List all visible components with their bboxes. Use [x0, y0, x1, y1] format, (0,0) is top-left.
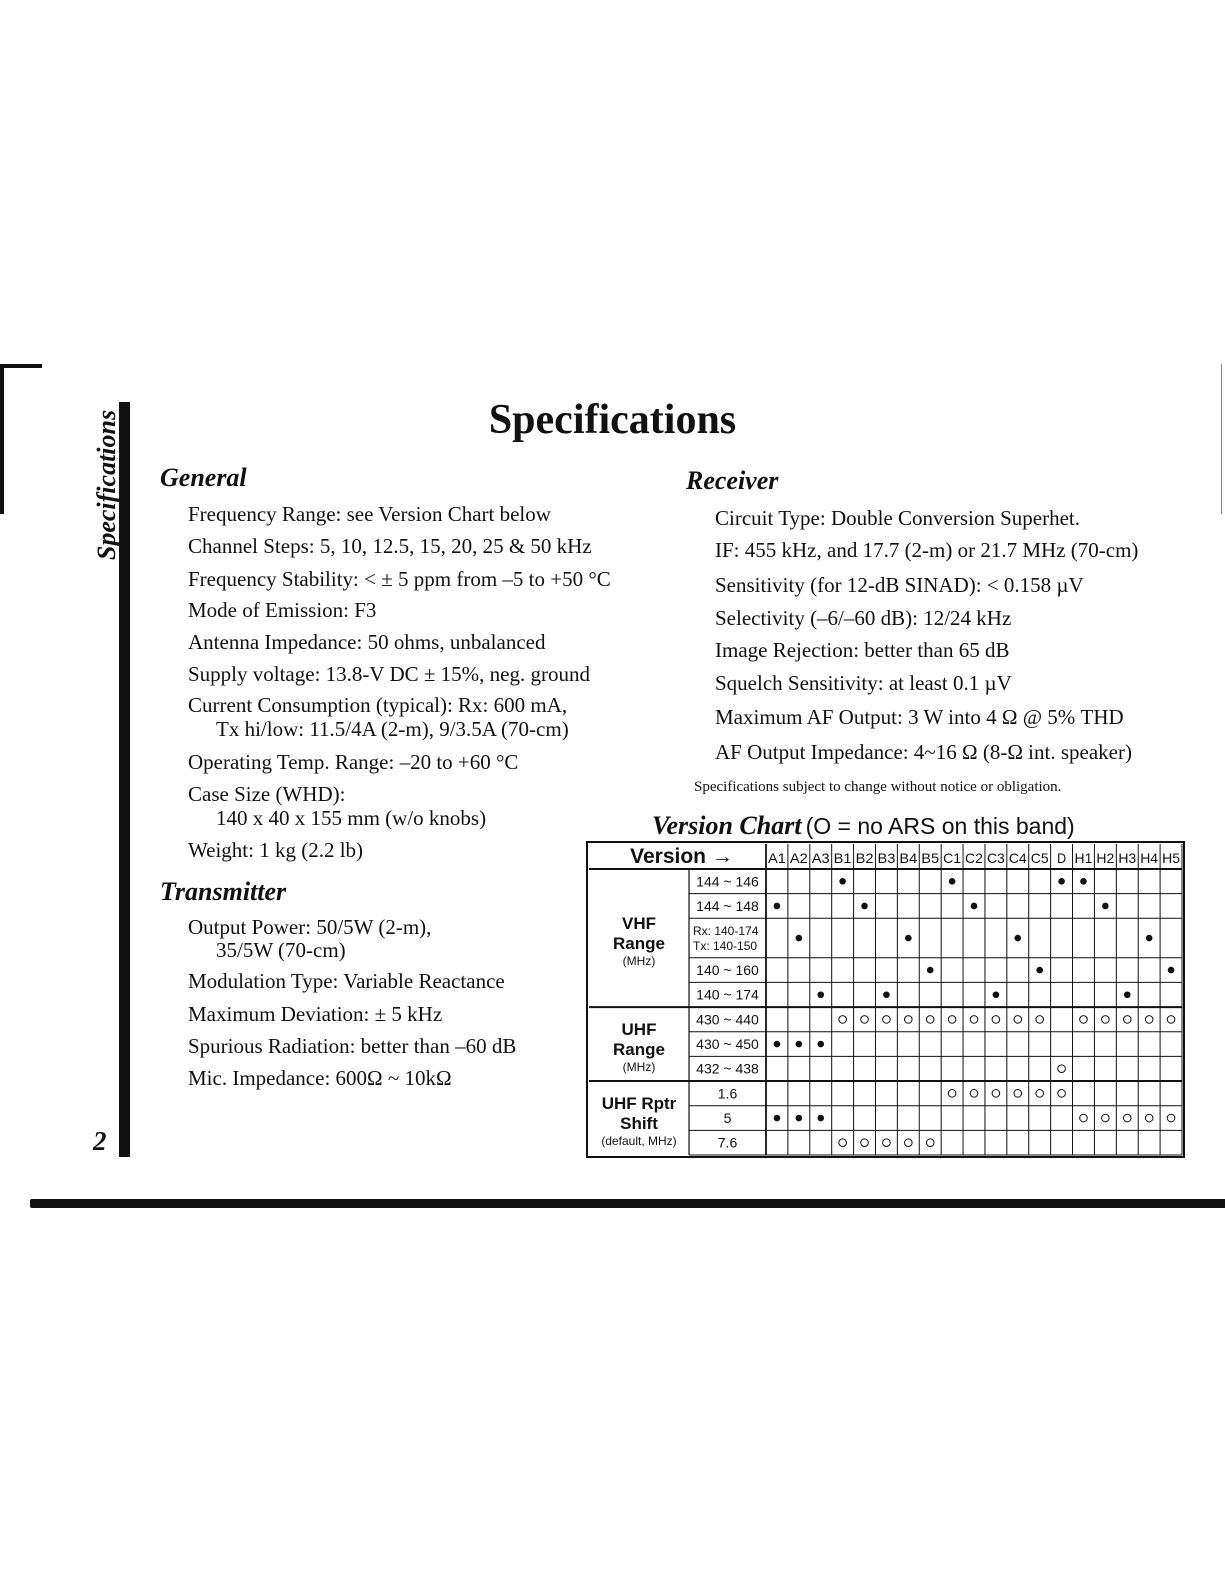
version-column-header: B5: [921, 850, 940, 866]
group-unit-label: (MHz): [622, 954, 656, 969]
version-header-label: Version →: [630, 845, 733, 868]
general-item: Antenna Impedance: 50 ohms, unbalanced: [188, 630, 546, 654]
transmitter-item: Modulation Type: Variable Reactance: [188, 969, 505, 993]
ars-dot-mark: [1124, 991, 1131, 998]
general-item: Case Size (WHD):: [188, 782, 346, 806]
transmitter-item: Maximum Deviation: ± 5 kHz: [188, 1002, 443, 1026]
general-item: Current Consumption (typical): Rx: 600 mA,: [188, 693, 568, 717]
row-label: 1.6: [717, 1085, 738, 1102]
ars-dot-mark: [796, 1115, 803, 1122]
no-ars-circle-mark: [883, 1016, 891, 1024]
ars-dot-mark: [1102, 903, 1109, 910]
ars-dot-mark: [774, 1041, 781, 1048]
no-ars-circle-mark: [1145, 1016, 1153, 1024]
transmitter-heading: Transmitter: [160, 877, 287, 906]
ars-dot-mark: [774, 903, 781, 910]
no-ars-circle-mark: [926, 1016, 934, 1024]
ars-dot-mark: [883, 991, 890, 998]
no-ars-circle-mark: [970, 1016, 978, 1024]
receiver-item: Squelch Sensitivity: at least 0.1 µV: [715, 671, 1012, 695]
general-heading: General: [160, 463, 247, 492]
general-item: Frequency Stability: < ± 5 ppm from –5 to +50 °C: [188, 567, 611, 591]
no-ars-circle-mark: [1167, 1016, 1175, 1024]
group-label: Range: [613, 1040, 665, 1060]
no-ars-circle-mark: [839, 1139, 847, 1147]
row-label: 7.6: [717, 1134, 738, 1151]
corner-crop-mark-horizontal: [0, 364, 42, 368]
no-ars-circle-mark: [1014, 1090, 1022, 1098]
group-label: UHF: [621, 1020, 657, 1040]
version-column-header: C2: [965, 850, 984, 866]
group-label: UHF Rptr: [601, 1094, 677, 1114]
group-unit-label: (default, MHz): [601, 1134, 677, 1149]
no-ars-circle-mark: [926, 1139, 934, 1147]
no-ars-circle-mark: [861, 1016, 869, 1024]
no-ars-circle-mark: [948, 1016, 956, 1024]
version-column-header: C1: [943, 850, 962, 866]
version-column-header: H1: [1074, 850, 1093, 866]
ars-dot-mark: [927, 967, 934, 974]
row-label: 140 ~ 160: [696, 962, 759, 979]
group-label: Range: [613, 934, 665, 954]
no-ars-circle-mark: [1036, 1090, 1044, 1098]
receiver-heading: Receiver: [686, 466, 779, 495]
version-column-header: H2: [1096, 850, 1115, 866]
general-item: Mode of Emission: F3: [188, 598, 377, 622]
version-column-header: B4: [899, 850, 918, 866]
ars-dot-mark: [817, 1115, 824, 1122]
ars-dot-mark: [949, 878, 956, 885]
version-column-header: A3: [811, 850, 830, 866]
row-label: Rx: 140-174: [693, 924, 759, 939]
ars-dot-mark: [971, 903, 978, 910]
row-label: 430 ~ 450: [696, 1036, 759, 1053]
transmitter-item: Output Power: 50/5W (2-m),: [188, 915, 432, 939]
row-label: 144 ~ 146: [696, 873, 759, 890]
group-label: Shift: [620, 1114, 658, 1134]
ars-dot-mark: [817, 991, 824, 998]
no-ars-circle-mark: [883, 1139, 891, 1147]
ars-dot-mark: [796, 935, 803, 942]
no-ars-circle-mark: [861, 1139, 869, 1147]
version-chart-legend-note: (O = no ARS on this band): [805, 813, 1075, 839]
row-label: 144 ~ 148: [696, 897, 759, 914]
no-ars-circle-mark: [1145, 1114, 1153, 1122]
general-item: Channel Steps: 5, 10, 12.5, 15, 20, 25 & 50 kHz: [188, 534, 592, 558]
ars-dot-mark: [796, 1041, 803, 1048]
version-column-header: H5: [1162, 850, 1181, 866]
receiver-item: Image Rejection: better than 65 dB: [715, 638, 1010, 662]
general-item: Tx hi/low: 11.5/4A (2-m), 9/3.5A (70-cm): [216, 717, 569, 741]
general-item: Weight: 1 kg (2.2 lb): [188, 838, 364, 862]
no-ars-circle-mark: [905, 1016, 913, 1024]
page-number: 2: [93, 1126, 107, 1156]
receiver-item: Maximum AF Output: 3 W into 4 Ω @ 5% THD: [715, 705, 1124, 729]
no-ars-circle-mark: [1123, 1016, 1131, 1024]
ars-dot-mark: [993, 991, 1000, 998]
general-item: Frequency Range: see Version Chart below: [188, 502, 551, 526]
receiver-item: Circuit Type: Double Conversion Superhet.: [715, 506, 1081, 530]
version-column-header: A2: [789, 850, 809, 866]
page-title: Specifications: [488, 397, 737, 443]
version-column-header: B2: [855, 850, 874, 866]
version-column-header: A1: [768, 850, 787, 866]
no-ars-circle-mark: [948, 1090, 956, 1098]
version-column-header: C3: [986, 850, 1006, 866]
version-chart-title-text: Version Chart: [652, 811, 802, 840]
transmitter-item: 35/5W (70-cm): [216, 938, 346, 962]
ars-dot-mark: [905, 935, 912, 942]
ars-dot-mark: [774, 1115, 781, 1122]
version-column-header: C4: [1008, 850, 1027, 866]
transmitter-item: Mic. Impedance: 600Ω ~ 10kΩ: [188, 1066, 452, 1090]
version-column-header: B3: [877, 850, 896, 866]
no-ars-circle-mark: [992, 1016, 1000, 1024]
version-chart-title: [652, 811, 1075, 841]
version-column-header: H4: [1140, 850, 1159, 866]
no-ars-circle-mark: [1123, 1114, 1131, 1122]
general-item: Supply voltage: 13.8-V DC ± 15%, neg. ground: [188, 662, 590, 686]
version-column-header: H3: [1118, 850, 1137, 866]
bottom-rule: [30, 1199, 1225, 1208]
receiver-item: AF Output Impedance: 4~16 Ω (8-Ω int. speaker): [715, 740, 1132, 764]
no-ars-circle-mark: [905, 1139, 913, 1147]
ars-dot-mark: [1014, 935, 1021, 942]
receiver-item: Selectivity (–6/–60 dB): 12/24 kHz: [715, 606, 1012, 630]
ars-dot-mark: [817, 1041, 824, 1048]
no-ars-circle-mark: [839, 1016, 847, 1024]
group-label: VHF: [622, 914, 656, 934]
no-ars-circle-mark: [1014, 1016, 1022, 1024]
disclaimer-note: Specifications subject to change without notice or obligation.: [694, 779, 1062, 795]
ars-dot-mark: [1058, 878, 1065, 885]
ars-dot-mark: [839, 878, 846, 885]
no-ars-circle-mark: [1058, 1090, 1066, 1098]
ars-dot-mark: [1036, 967, 1043, 974]
general-item: Operating Temp. Range: –20 to +60 °C: [188, 750, 519, 774]
no-ars-circle-mark: [1036, 1016, 1044, 1024]
no-ars-circle-mark: [1080, 1016, 1088, 1024]
no-ars-circle-mark: [1102, 1114, 1110, 1122]
no-ars-circle-mark: [1058, 1065, 1066, 1073]
version-column-header: D: [1057, 850, 1067, 866]
no-ars-circle-mark: [1080, 1114, 1088, 1122]
row-label: 432 ~ 438: [696, 1060, 759, 1077]
ars-dot-mark: [1168, 967, 1175, 974]
ars-dot-mark: [1080, 878, 1087, 885]
ars-dot-mark: [861, 903, 868, 910]
row-label: 430 ~ 440: [696, 1011, 759, 1028]
general-item: 140 x 40 x 155 mm (w/o knobs): [216, 806, 487, 830]
version-column-header: B1: [833, 850, 852, 866]
version-column-header: C5: [1030, 850, 1049, 866]
receiver-item: IF: 455 kHz, and 17.7 (2-m) or 21.7 MHz (70-cm): [715, 538, 1139, 562]
row-label: Tx: 140-150: [693, 939, 758, 954]
no-ars-circle-mark: [970, 1090, 978, 1098]
no-ars-circle-mark: [1102, 1016, 1110, 1024]
row-label: 5: [723, 1110, 732, 1127]
side-tab: [92, 340, 121, 630]
ars-dot-mark: [1146, 935, 1153, 942]
version-chart: [586, 841, 1185, 1158]
no-ars-circle-mark: [1167, 1114, 1175, 1122]
transmitter-item: Spurious Radiation: better than –60 dB: [188, 1034, 517, 1058]
row-label: 140 ~ 174: [696, 986, 759, 1003]
no-ars-circle-mark: [992, 1090, 1000, 1098]
group-unit-label: (MHz): [622, 1060, 656, 1075]
side-tab-label: Specifications: [92, 409, 121, 561]
receiver-item: Sensitivity (for 12-dB SINAD): < 0.158 µV: [715, 573, 1084, 597]
